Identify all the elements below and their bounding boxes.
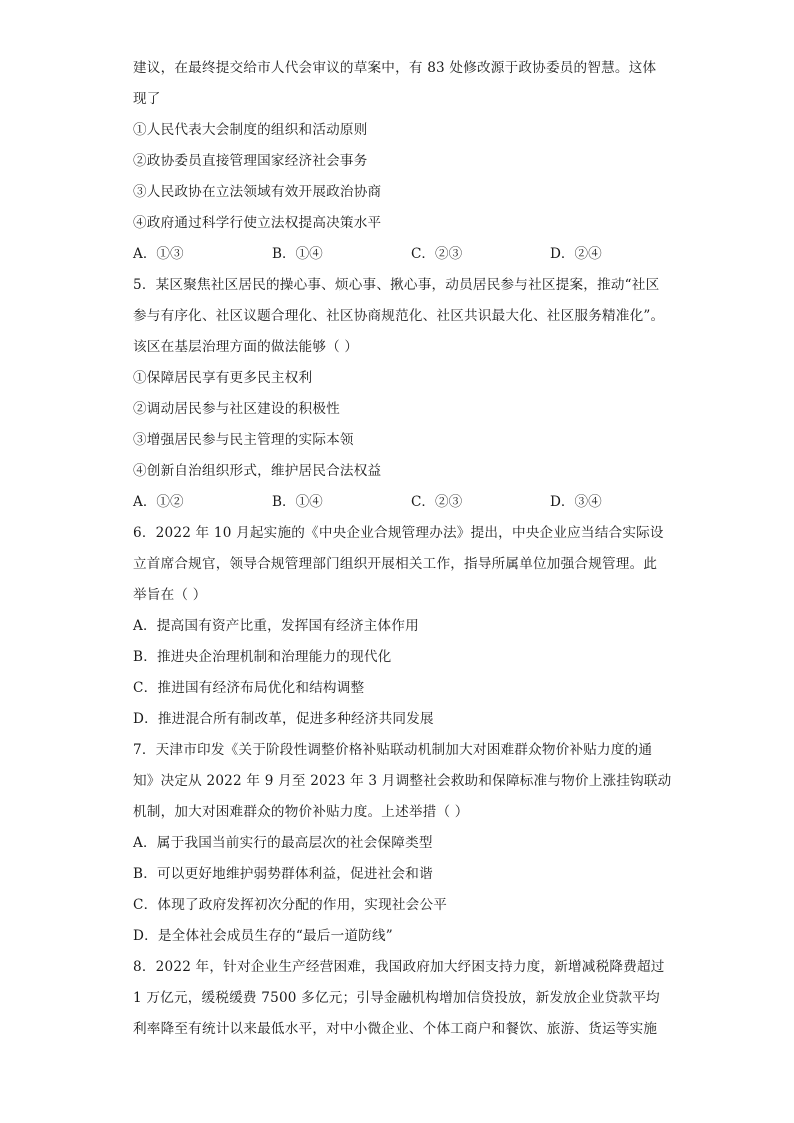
q4-statement: ①人民代表大会制度的组织和活动原则 bbox=[133, 122, 368, 138]
q4-option-b: B．①④ bbox=[272, 246, 323, 262]
q4-option-d: D．②④ bbox=[550, 246, 602, 262]
q5-option-d: D．③④ bbox=[550, 494, 602, 510]
q5-stem-line: 5．某区聚焦社区居民的操心事、烦心事、揪心事，动员居民参与社区提案，推动“社区 bbox=[133, 277, 660, 293]
q8-stem-line: 1 万亿元，缓税缓费 7500 多亿元；引导金融机构增加信贷投放，新发放企业贷款平均 bbox=[133, 990, 660, 1006]
q5-statement: ②调动居民参与社区建设的积极性 bbox=[133, 401, 340, 417]
q5-stem-line: 该区在基层治理方面的做法能够（ ） bbox=[133, 339, 359, 355]
q8-stem-line: 利率降至有统计以来最低水平，对中小微企业、个体工商户和餐饮、旅游、货运等实施 bbox=[133, 1021, 658, 1037]
q4-stem-line: 现了 bbox=[133, 91, 161, 107]
q7-choice-d: D．是全体社会成员生存的“最后一道防线” bbox=[133, 928, 393, 944]
q4-statement: ③人民政协在立法领域有效开展政治协商 bbox=[133, 184, 382, 200]
q5-statement: ④创新自治组织形式，维护居民合法权益 bbox=[133, 463, 382, 479]
q6-choice-a: A．提高国有资产比重，发挥国有经济主体作用 bbox=[133, 618, 419, 634]
q7-choice-c: C．体现了政府发挥初次分配的作用，实现社会公平 bbox=[133, 897, 448, 913]
q4-options bbox=[133, 244, 643, 265]
exam-page bbox=[133, 58, 672, 1050]
q5-statement: ③增强居民参与民主管理的实际本领 bbox=[133, 432, 354, 448]
q7-choice-b: B．可以更好地维护弱势群体利益，促进社会和谐 bbox=[133, 866, 433, 882]
q5-options bbox=[133, 492, 643, 513]
question-6 bbox=[133, 523, 663, 730]
q7-choice-a: A．属于我国当前实行的最高层次的社会保障类型 bbox=[133, 835, 433, 851]
q4-option-a: A．①③ bbox=[133, 246, 184, 262]
q7-stem-line: 机制，加大对困难群众的物价补贴力度。上述举措（ ） bbox=[133, 804, 469, 820]
q5-option-a: A．①② bbox=[133, 494, 184, 510]
q4-option-c: C．②③ bbox=[411, 246, 463, 262]
q4-statement: ④政府通过科学行使立法权提高决策水平 bbox=[133, 215, 382, 231]
q6-stem-line: 6．2022 年 10 月起实施的《中央企业合规管理办法》提出，中央企业应当结合实际设 bbox=[133, 525, 664, 541]
q4-statement: ②政协委员直接管理国家经济社会事务 bbox=[133, 153, 368, 169]
q5-option-b: B．①④ bbox=[272, 494, 323, 510]
q6-choice-b: B．推进央企治理机制和治理能力的现代化 bbox=[133, 649, 392, 665]
question-8 bbox=[133, 957, 663, 1040]
q5-stem-line: 参与有序化、社区议题合理化、社区协商规范化、社区共识最大化、社区服务精准化”。 bbox=[133, 308, 665, 324]
q6-choice-d: D．推进混合所有制改革，促进多种经济共同发展 bbox=[133, 711, 434, 727]
q7-stem-line: 知》决定从 2022 年 9 月至 2023 年 3 月调整社会救助和保障标准与物价上涨挂钩联动 bbox=[133, 773, 672, 789]
q4-stem-line: 建议，在最终提交给市人代会审议的草案中，有 83 处修改源于政协委员的智慧。这体 bbox=[133, 60, 657, 76]
q6-stem-line: 立首席合规官，领导合规管理部门组织开展相关工作，指导所属单位加强合规管理。此 bbox=[133, 556, 658, 572]
question-5 bbox=[133, 275, 663, 513]
question-4-continuation bbox=[133, 58, 663, 265]
q6-choice-c: C．推进国有经济布局优化和结构调整 bbox=[133, 680, 365, 696]
q6-stem-line: 举旨在（ ） bbox=[133, 587, 207, 603]
q5-option-c: C．②③ bbox=[411, 494, 463, 510]
q8-stem-line: 8．2022 年，针对企业生产经营困难，我国政府加大纾困支持力度，新增减税降费超过 bbox=[133, 959, 665, 975]
q7-stem-line: 7．天津市印发《关于阶段性调整价格补贴联动机制加大对困难群众物价补贴力度的通 bbox=[133, 742, 653, 758]
q5-statement: ①保障居民享有更多民主权利 bbox=[133, 370, 313, 386]
question-7 bbox=[133, 740, 672, 947]
